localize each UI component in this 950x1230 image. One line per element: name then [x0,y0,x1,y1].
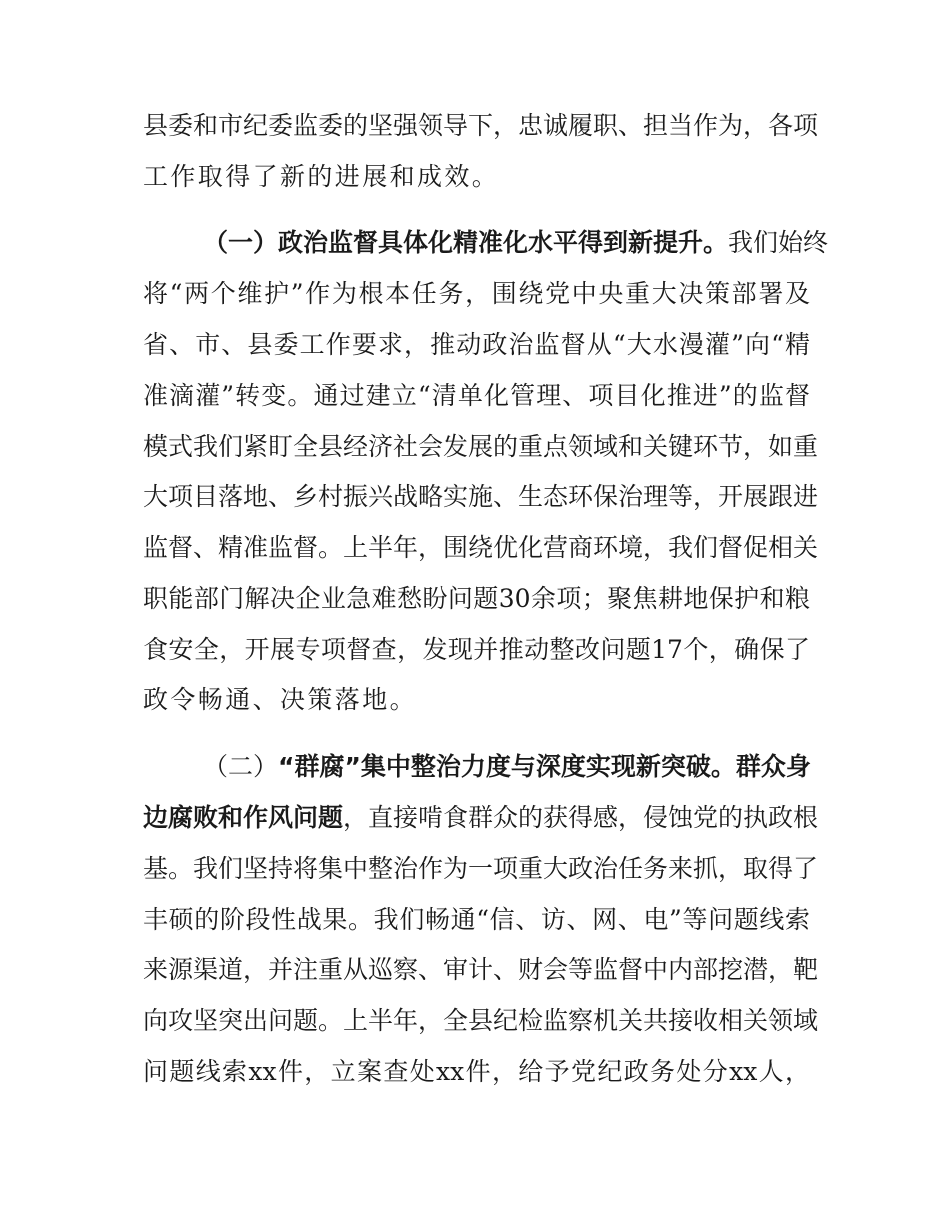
text-line [143,1004,819,1038]
text-line [143,1055,810,1089]
text-line [143,430,819,464]
text-run: 监督、精准监督。上半年，围绕优化营商环境，我们督促相关 [143,533,819,562]
text-line [143,109,819,143]
text-run: 政令畅通、决策落地。 [143,685,418,714]
text-run: 准滴灌”转变。通过建立“清单化管理、项目化推进”的监督 [143,381,810,410]
text-line [143,480,819,514]
text-run: 工作取得了新的进展和成效。 [143,162,500,191]
text-line [143,160,499,194]
text-run: 模式我们紧盯全县经济社会发展的重点领域和关键环节，如重 [143,432,819,461]
text-line [143,633,810,667]
text-run: 我们始终 [728,228,829,257]
text-run: ，直接啃食群众的获得感，侵蚀党的执政根 [343,803,819,832]
text-line [143,953,819,987]
bold-text-run: “群腐”集中整治力度与深度实现新突破。群众身 [278,752,811,781]
text-line [143,801,819,835]
text-line [143,277,810,311]
text-run: 将“两个维护”作为根本任务，围绕党中央重大决策部署及 [143,279,810,308]
text-run: （二） [203,752,279,781]
text-run: 问题线索xx件，立案查处xx件，给予党纪政务处分xx人， [143,1057,810,1086]
text-line [143,328,810,362]
text-line [143,582,810,616]
text-run: 省、市、县委工作要求，推动政治监督从“大水漫灌”向“精 [143,330,810,359]
text-run: 基。我们坚持将集中整治作为一项重大政治任务来抓，取得了 [143,854,819,883]
text-run: 食安全，开展专项督查，发现并推动整改问题17个，确保了 [143,635,810,664]
text-run: 向攻坚突出问题。上半年，全县纪检监察机关共接收相关领域 [143,1006,819,1035]
text-line [143,683,417,717]
text-run: 职能部门解决企业急难愁盼问题30余项；聚焦耕地保护和粮 [143,584,810,613]
text-run: 来源渠道，并注重从巡察、审计、财会等监督中内部挖潜，靶 [143,955,819,984]
text-line [143,226,829,260]
text-run: 丰硕的阶段性战果。我们畅通“信、访、网、电”等问题线索 [143,905,810,934]
text-line [143,531,819,565]
text-run: 大项目落地、乡村振兴战略实施、生态环保治理等，开展跟进 [143,482,819,511]
text-line [143,852,819,886]
text-line [143,750,810,784]
text-line [143,903,810,937]
bold-text-run: 边腐败和作风问题 [143,803,344,832]
text-run: 县委和市纪委监委的坚强领导下，忠诚履职、担当作为，各项 [143,111,819,140]
bold-text-run: （一）政治监督具体化精准化水平得到新提升。 [203,228,729,257]
text-line [143,379,810,413]
